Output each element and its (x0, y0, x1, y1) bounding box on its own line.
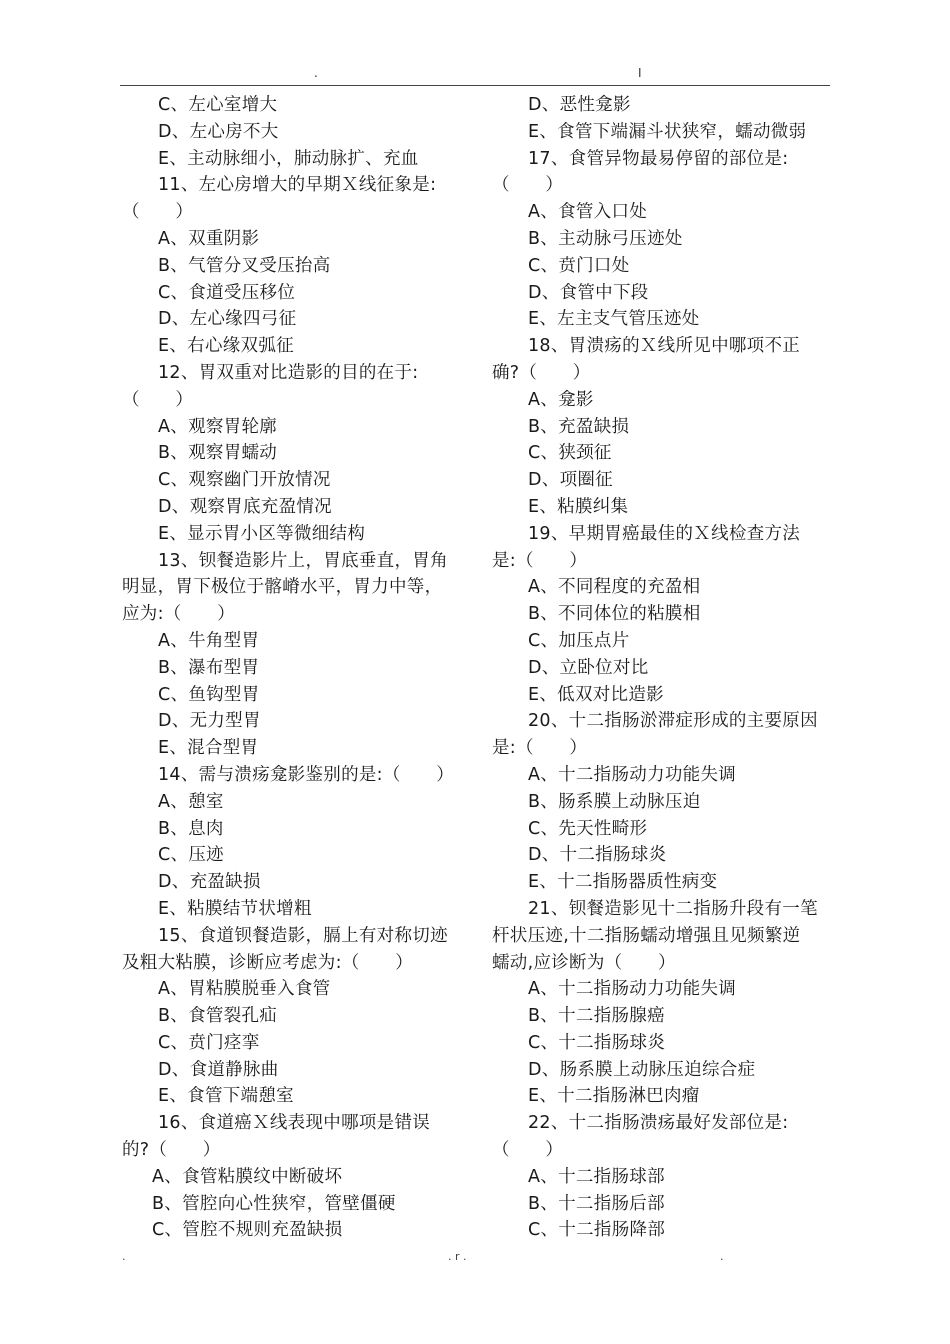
text-line: 确?（ ） (492, 362, 591, 383)
text-line: 17、食管异物最易停留的部位是: (528, 148, 789, 169)
text-line: 13、钡餐造影片上，胃底垂直，胃角 (158, 550, 448, 571)
text-line: D、项圈征 (528, 470, 613, 491)
text-line: 蠕动,应诊断为（ ） (492, 952, 676, 973)
text-line: D、肠系膜上动脉压迫综合症 (528, 1059, 756, 1080)
text-line: 明显，胃下极位于髂嵴水平，胃力中等， (122, 577, 443, 598)
text-line: D、食管中下段 (528, 282, 649, 303)
text-line: E、食管下端漏斗状狭窄，蠕动微弱 (528, 121, 807, 142)
text-line: B、十二指肠腺癌 (528, 1006, 665, 1027)
text-line: E、混合型胃 (158, 738, 259, 759)
text-line: 是:（ ） (492, 550, 588, 571)
text-line: E、食管下端憩室 (158, 1086, 294, 1107)
text-line: C、观察幽门开放情况 (158, 470, 331, 491)
text-line: 及粗大粘膜，诊断应考虑为:（ ） (122, 952, 413, 973)
text-line: B、肠系膜上动脉压迫 (528, 791, 701, 812)
text-line: B、不同体位的粘膜相 (528, 604, 701, 625)
text-line: E、右心缘双弧征 (158, 336, 294, 357)
text-line: A、观察胃轮廓 (158, 416, 278, 437)
text-line: E、粘膜纠集 (528, 496, 629, 517)
text-line: （ ） (492, 1140, 564, 1161)
text-line: E、十二指肠淋巴肉瘤 (528, 1086, 700, 1107)
text-line: A、龛影 (528, 389, 594, 410)
text-line: D、立卧位对比 (528, 657, 649, 678)
text-line: 的?（ ） (122, 1140, 221, 1161)
text-line: D、左心房不大 (158, 121, 279, 142)
text-line: 应为:（ ） (122, 604, 235, 625)
footer-mark-left: . (122, 1250, 126, 1263)
left-column (122, 92, 467, 1244)
text-line: C、压迹 (158, 845, 224, 866)
text-line: B、主动脉弓压迹处 (528, 228, 683, 249)
text-line: 21、钡餐造影见十二指肠升段有一笔 (528, 898, 818, 919)
text-line: E、十二指肠器质性病变 (528, 872, 718, 893)
text-line: E、粘膜结节状增粗 (158, 898, 312, 919)
text-line: C、十二指肠降部 (528, 1220, 666, 1241)
text-line: E、主动脉细小，肺动脉扩、充血 (158, 148, 419, 169)
text-line: D、充盈缺损 (158, 872, 261, 893)
text-line: A、牛角型胃 (158, 630, 260, 651)
text-line: D、左心缘四弓征 (158, 309, 297, 330)
text-line: E、显示胃小区等微细结构 (158, 523, 366, 544)
text-line: E、左主支气管压迹处 (528, 309, 700, 330)
text-line: C、贲门口处 (528, 255, 630, 276)
text-line: 18、胃溃疡的Ｘ线所见中哪项不正 (528, 336, 801, 357)
text-line: C、十二指肠球炎 (528, 1032, 666, 1053)
text-line: 12、胃双重对比造影的目的在于: (158, 362, 419, 383)
text-line: C、先天性畸形 (528, 818, 648, 839)
text-line: A、十二指肠动力功能失调 (528, 764, 737, 785)
text-line: D、食道静脉曲 (158, 1059, 279, 1080)
header-rule (120, 85, 830, 86)
text-line: 14、需与溃疡龛影鉴别的是:（ ） (158, 764, 455, 785)
text-line: B、瀑布型胃 (158, 657, 260, 678)
text-line: D、十二指肠球炎 (528, 845, 667, 866)
text-line: 22、十二指肠溃疡最好发部位是: (528, 1113, 789, 1134)
text-line: C、加压点片 (528, 630, 630, 651)
text-line: （ ） (492, 175, 564, 196)
text-line: 16、食道癌Ｘ线表现中哪项是错误 (158, 1113, 431, 1134)
text-line: 11、左心房增大的早期Ｘ线征象是: (158, 175, 437, 196)
text-line: E、低双对比造影 (528, 684, 664, 705)
footer-mark-center: . r . (448, 1250, 467, 1263)
text-line: C、管腔不规则充盈缺损 (152, 1220, 343, 1241)
text-line: A、不同程度的充盈相 (528, 577, 701, 598)
text-line: D、无力型胃 (158, 711, 261, 732)
text-line: A、双重阴影 (158, 228, 260, 249)
text-line: 杆状压迹,十二指肠蠕动增强且见频繁逆 (492, 925, 801, 946)
text-line: 20、十二指肠淤滞症形成的主要原因 (528, 711, 818, 732)
text-line: B、气管分叉受压抬高 (158, 255, 331, 276)
text-line: C、狭颈征 (528, 443, 612, 464)
text-line: C、贲门痉挛 (158, 1032, 260, 1053)
text-line: A、胃粘膜脱垂入食管 (158, 979, 331, 1000)
text-line: B、观察胃蠕动 (158, 443, 278, 464)
text-line: C、左心室增大 (158, 95, 278, 115)
text-line: D、观察胃底充盈情况 (158, 496, 332, 517)
text-line: 15、食道钡餐造影，膈上有对称切迹 (158, 925, 448, 946)
text-line: A、食管入口处 (528, 202, 648, 223)
text-line: C、鱼钩型胃 (158, 684, 260, 705)
text-line: 是:（ ） (492, 738, 588, 759)
text-line: A、憩室 (158, 791, 224, 812)
text-line: A、食管粘膜纹中断破坏 (152, 1166, 343, 1187)
right-column (492, 92, 832, 1244)
footer-mark-right: . (720, 1250, 724, 1263)
text-line: C、食道受压移位 (158, 282, 296, 303)
header-left-mark: . (314, 66, 318, 80)
text-line: B、息肉 (158, 818, 224, 839)
text-line: D、恶性龛影 (528, 95, 631, 115)
text-line: 19、早期胃癌最佳的Ｘ线检查方法 (528, 523, 801, 544)
text-line: A、十二指肠动力功能失调 (528, 979, 737, 1000)
text-line: A、十二指肠球部 (528, 1166, 665, 1187)
text-line: B、管腔向心性狭窄，管壁僵硬 (152, 1193, 396, 1214)
text-line: （ ） (122, 389, 194, 410)
text-line: B、充盈缺损 (528, 416, 630, 437)
text-line: （ ） (122, 202, 194, 223)
text-line: B、食管裂孔疝 (158, 1006, 278, 1027)
text-line: B、十二指肠后部 (528, 1193, 665, 1214)
header-right-mark: I (638, 66, 642, 80)
